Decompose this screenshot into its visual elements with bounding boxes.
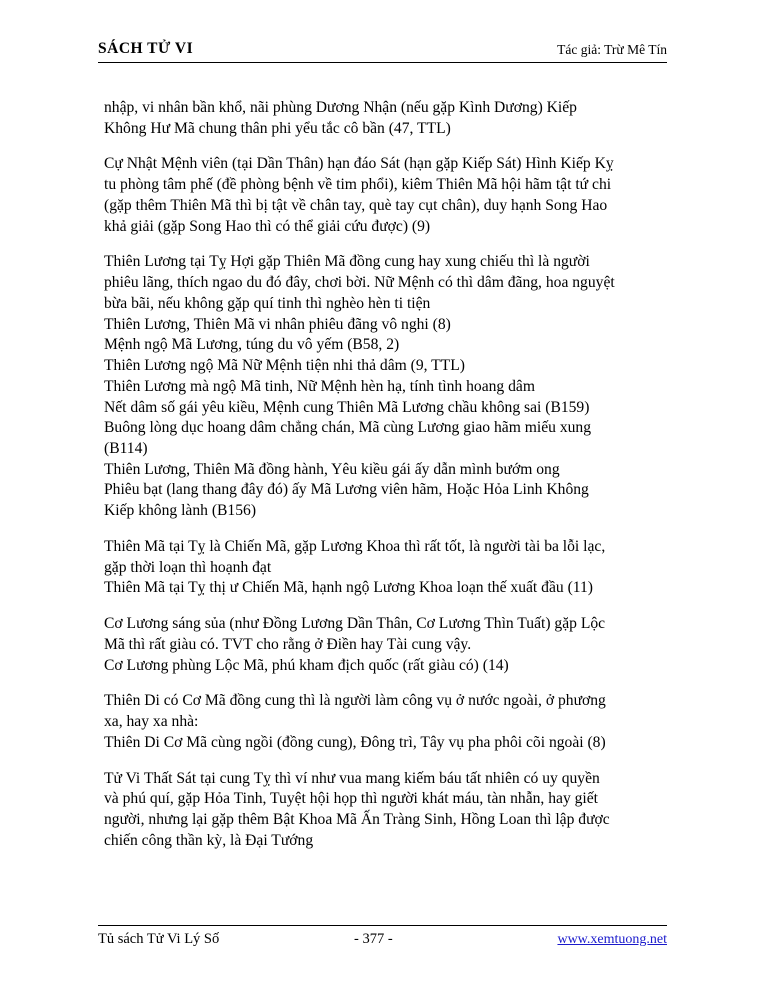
paragraph-gap <box>104 237 675 252</box>
header-book-title: SÁCH TỬ VI <box>98 40 194 57</box>
footer-website-link[interactable]: www.xemtuong.net <box>557 932 667 947</box>
text-line: Thiên Mã tại Tỵ là Chiến Mã, gặp Lương Khoa thì rất tốt, là người tài ba lỗi lạc, <box>104 537 606 555</box>
text-line: Thiên Lương ngộ Mã Nữ Mệnh tiện nhi thả dâm (9, TTL) <box>104 357 465 375</box>
paragraph-6 <box>104 691 675 753</box>
text-line: gặp thời loạn thì hoạnh đạt <box>104 558 272 576</box>
text-line: (gặp thêm Thiên Mã thì bị tật về chân tay, què tay cụt chân), duy hạnh Song Hao <box>104 196 608 214</box>
text-line: Thiên Lương, Thiên Mã đồng hành, Yêu kiều gái ấy dẫn mình bướm ong <box>104 460 560 478</box>
paragraph-3 <box>104 252 675 522</box>
text-line: Thiên Mã tại Tỵ thị ư Chiến Mã, hạnh ngộ Lương Khoa loạn thế xuất đầu (11) <box>104 579 593 597</box>
text-line: Thiên Lương mà ngộ Mã tinh, Nữ Mệnh hèn hạ, tính tình hoang dâm <box>104 377 535 395</box>
text-line: Cự Nhật Mệnh viên (tại Dần Thân) hạn đáo Sát (hạn gặp Kiếp Sát) Hình Kiếp Kỵ <box>104 155 614 173</box>
paragraph-2 <box>104 154 675 237</box>
text-line: Mệnh ngộ Mã Lương, túng du vô yếm (B58, 2) <box>104 336 400 354</box>
header-author: Tác giả: Trừ Mê Tín <box>557 42 667 57</box>
text-line: Kiếp không lành (B156) <box>104 502 257 520</box>
text-line: (B114) <box>104 440 148 458</box>
footer-publisher: Tủ sách Tử Vi Lý Số <box>98 931 220 947</box>
paragraph-gap <box>104 599 675 614</box>
text-line: xa, hay xa nhà: <box>104 713 199 731</box>
text-line: Cơ Lương phùng Lộc Mã, phú kham địch quốc (rất giàu có) (14) <box>104 656 509 674</box>
text-line: và phú quí, gặp Hỏa Tinh, Tuyệt hội họp thì người khát máu, tàn nhẫn, hay giết <box>104 790 599 808</box>
text-line: khả giải (gặp Song Hao thì có thể giải cứu được) (9) <box>104 217 431 235</box>
text-line: Tử Vi Thất Sát tại cung Tỵ thì ví như vua mang kiếm báu tất nhiên có uy quyền <box>104 769 600 787</box>
text-line: Thiên Lương, Thiên Mã vi nhân phiêu đãng vô nghi (8) <box>104 315 451 333</box>
text-line: Nết dâm số gái yêu kiều, Mệnh cung Thiên Mã Lương chầu không sai (B159) <box>104 398 590 416</box>
text-line: bừa bãi, nếu không gặp quí tinh thì nghèo hèn ti tiện <box>104 294 431 312</box>
text-line: Không Hư Mã chung thân phi yểu tắc cô bần (47, TTL) <box>104 119 451 137</box>
text-line: Thiên Lương tại Tỵ Hợi gặp Thiên Mã đồng cung hay xung chiếu thì là người <box>104 253 590 271</box>
text-line: chiến công thần kỳ, là Đại Tướng <box>104 831 314 849</box>
text-line: Buông lòng dục hoang dâm chẳng chán, Mã cùng Lương giao hãm miếu xung <box>104 419 592 437</box>
paragraph-gap <box>104 754 675 769</box>
page-number: - 377 - <box>354 931 393 947</box>
paragraph-gap <box>104 139 675 154</box>
page-content <box>104 98 675 852</box>
text-line: Phiêu bạt (lang thang đây đó) ấy Mã Lương viên hãm, Hoặc Hỏa Linh Không <box>104 481 589 499</box>
paragraph-1 <box>104 98 675 139</box>
text-line: Cơ Lương sáng sủa (như Đồng Lương Dần Thân, Cơ Lương Thìn Tuất) gặp Lộc <box>104 615 606 633</box>
paragraph-gap <box>104 522 675 537</box>
page-footer <box>98 925 667 948</box>
text-line: Thiên Di Cơ Mã cùng ngồi (đồng cung), Đông trì, Tây vụ pha phôi cõi ngoài (8) <box>104 733 606 751</box>
text-line: phiêu lãng, thích ngao du đó đây, chơi bời. Nữ Mệnh có thì dâm đãng, hoa nguyệt <box>104 274 615 292</box>
text-line: nhập, vi nhân bần khổ, nãi phùng Dương Nhận (nếu gặp Kình Dương) Kiếp <box>104 99 577 116</box>
text-line: tu phòng tâm phế (đề phòng bệnh về tim phổi), kiêm Thiên Mã hội hãm tật tứ chi <box>104 176 612 194</box>
paragraph-4 <box>104 537 675 599</box>
paragraph-5 <box>104 614 675 676</box>
text-line: người, nhưng lại gặp thêm Bật Khoa Mã Ấn Tràng Sinh, Hồng Loan thì lập được <box>104 811 610 829</box>
text-line: Thiên Di có Cơ Mã đồng cung thì là người làm công vụ ở nước ngoài, ở phương <box>104 692 606 710</box>
text-line: Mã thì rất giàu có. TVT cho rằng ở Điền hay Tài cung vậy. <box>104 635 472 653</box>
paragraph-7 <box>104 769 675 852</box>
paragraph-gap <box>104 676 675 691</box>
page-header <box>98 40 667 63</box>
